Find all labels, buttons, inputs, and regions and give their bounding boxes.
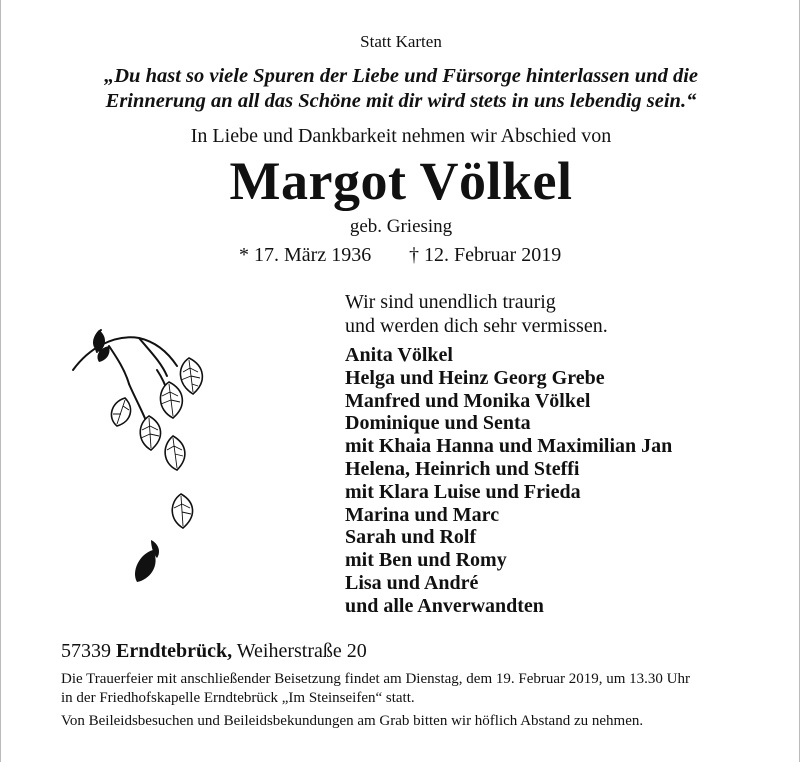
deceased-name: Margot Völkel [229, 151, 573, 211]
mourner-entry: Helga und Heinz Georg Grebe [345, 366, 605, 389]
mourner-entry: Helena, Heinrich und Steffi [345, 457, 580, 480]
memorial-quote [1, 64, 800, 114]
ceremony-info [61, 670, 690, 708]
address-city: Erndtebrück, [116, 640, 233, 662]
quote-line-2: Erinnerung an all das Schöne mit dir wird stets in uns lebendig sein.“ [105, 90, 697, 112]
address-zip: 57339 [61, 640, 111, 662]
mourner-entry: Lisa und André [345, 571, 479, 594]
ceremony-line-1: Die Trauerfeier mit anschließender Beisetzung findet am Dienstag, dem 19. Februar 2019, um 13.30 Uhr [61, 671, 691, 687]
ceremony-line-2: in der Friedhofskapelle Erndtebrück „Im Steinseifen“ statt. [61, 690, 415, 706]
birth-date: * 17. März 1936 [239, 244, 372, 266]
mourner-entry: mit Ben und Romy [345, 549, 507, 572]
mourner-entry: mit Khaia Hanna und Maximilian Jan [345, 435, 673, 458]
mourning-address [61, 640, 367, 663]
message-line-1: Wir sind unendlich traurig [345, 291, 556, 313]
death-date: † 12. Februar 2019 [409, 244, 562, 266]
mourner-entry: Dominique und Senta [345, 412, 531, 435]
mourner-entry: mit Klara Luise und Frieda [345, 480, 581, 503]
address-street: Weiherstraße 20 [236, 640, 367, 662]
mourner-entry: Marina und Marc [345, 503, 500, 526]
mourner-entry: Anita Völkel [345, 344, 453, 366]
maiden-name: geb. Griesing [349, 216, 453, 237]
mourner-entry: Sarah und Rolf [345, 526, 477, 549]
header-label: Statt Karten [360, 32, 442, 51]
quote-line-1: „Du hast so viele Spuren der Liebe und Fürsorge hinterlassen und die [103, 65, 699, 87]
intro-text: In Liebe und Dankbarkeit nehmen wir Abschied von [190, 125, 612, 147]
falling-leaves-icon [69, 318, 239, 598]
mourner-entry: und alle Anverwandten [345, 594, 544, 617]
mourners-list [345, 344, 672, 618]
mourner-entry: Manfred und Monika Völkel [345, 389, 591, 412]
message-line-2: und werden dich sehr vermissen. [345, 315, 608, 337]
message-text [345, 290, 608, 338]
condolence-notice: Von Beileidsbesuchen und Beileidsbekundungen am Grab bitten wir höflich Abstand zu nehmen. [61, 713, 644, 729]
